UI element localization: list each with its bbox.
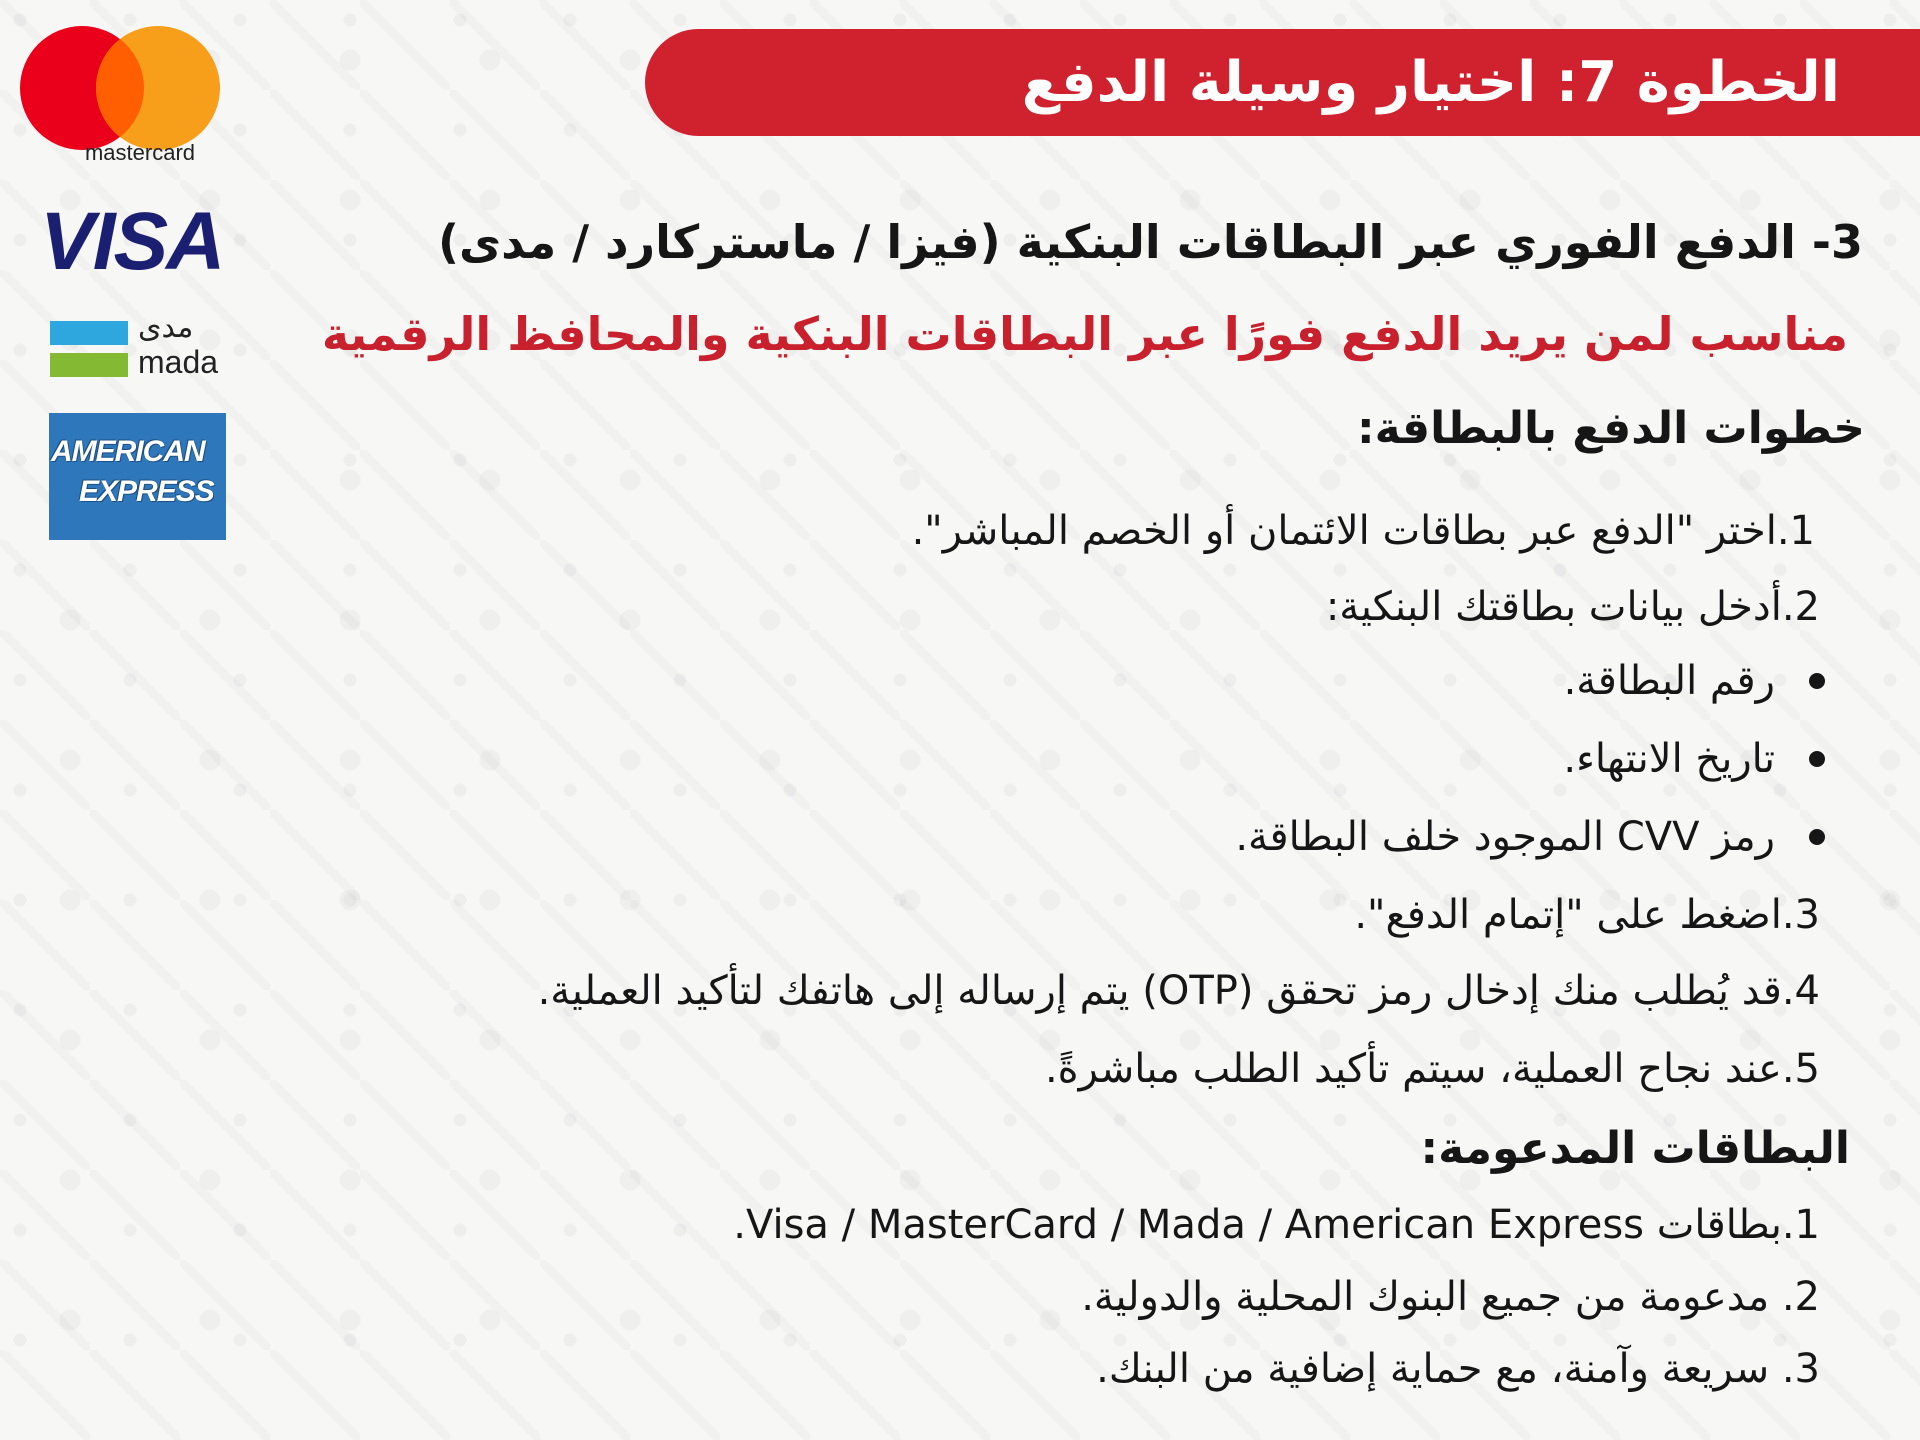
mada-arabic-word: مدى	[138, 310, 194, 345]
step-item-3: 3.اضغط على "إتمام الدفع".	[1354, 892, 1820, 938]
bullet-icon	[1809, 673, 1825, 689]
amex-logo-icon	[49, 413, 226, 540]
supported-card-item-1: 1.بطاقات Visa / MasterCard / Mada / American Express.	[733, 1202, 1820, 1248]
supported-cards-heading: البطاقات المدعومة:	[1420, 1123, 1850, 1174]
supported-card-item-2: 2. مدعومة من جميع البنوك المحلية والدولية.	[1081, 1274, 1820, 1320]
supported-card-item-3: 3. سريعة وآمنة، مع حماية إضافية من البنك.	[1096, 1346, 1820, 1392]
amex-line2: EXPRESS	[79, 475, 214, 508]
mada-english-word: mada	[138, 344, 219, 380]
step-item-4: 4.قد يُطلب منك إدخال رمز تحقق (OTP) يتم إرساله إلى هاتفك لتأكيد العملية.	[537, 968, 1820, 1014]
amex-line1: AMERICAN	[51, 435, 205, 468]
visa-logo-icon: VISA	[40, 196, 224, 287]
steps-heading: خطوات الدفع بالبطاقة:	[1357, 403, 1865, 454]
step-item-5: 5.عند نجاح العملية، سيتم تأكيد الطلب مباشرةً.	[1044, 1046, 1820, 1092]
bullet-icon	[1809, 829, 1825, 845]
mada-logo-icon	[50, 310, 250, 386]
section-heading: 3- الدفع الفوري عبر البطاقات البنكية (فيزا / ماستركارد / مدى)	[437, 215, 1863, 269]
step-subitem-card-number: رقم البطاقة.	[1563, 658, 1775, 704]
step-header-banner	[645, 29, 1920, 136]
mada-green-bar	[50, 353, 128, 377]
mada-blue-bar	[50, 321, 128, 345]
step-title: الخطوة 7: اختيار وسيلة الدفع	[1021, 50, 1840, 115]
step-item-2: 2.أدخل بيانات بطاقتك البنكية:	[1325, 584, 1820, 630]
step-subitem-expiry: تاريخ الانتهاء.	[1563, 736, 1775, 782]
section-subtitle: مناسب لمن يريد الدفع فورًا عبر البطاقات البنكية والمحافظ الرقمية	[321, 307, 1848, 361]
step-item-1: 1.اختر "الدفع عبر بطاقات الائتمان أو الخصم المباشر".	[911, 508, 1815, 554]
step-subitem-cvv: رمز CVV الموجود خلف البطاقة.	[1235, 814, 1775, 860]
mastercard-wordmark: mastercard	[84, 140, 196, 165]
bullet-icon	[1809, 751, 1825, 767]
